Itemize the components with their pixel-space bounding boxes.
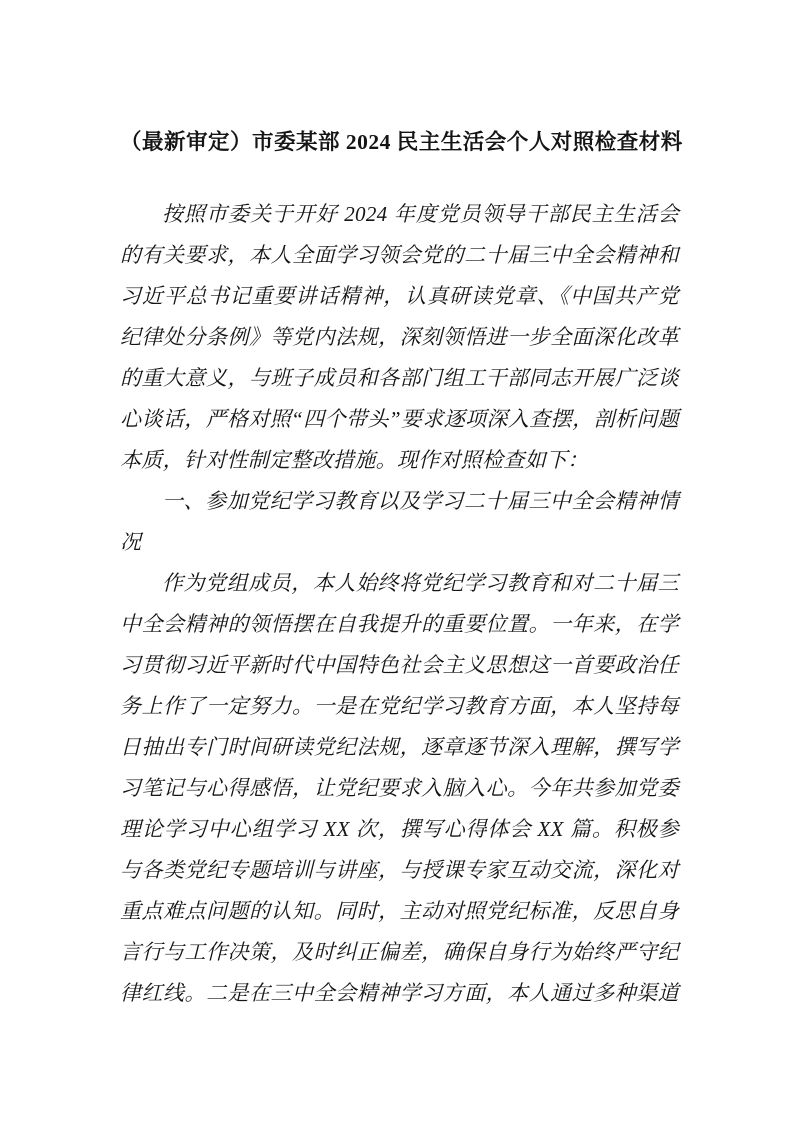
- document-title: （最新审定）市委某部 2024 民主生活会个人对照检查材料: [120, 130, 683, 154]
- intro-paragraph: 按照市委关于开好 2024 年度党员领导干部民主生活会的有关要求，本人全面学习领会党的二十届三中全会精神和习近平总书记重要讲话精神，认真研读党章、《中国共产党纪律处分条例》等党内法规，深刻领悟进一步全面深化改革的重大意义，与班子成员和各部门组工干部同志开展广泛谈心谈话，严格对照“四个带头”要求逐项深入查摆，剖析问题本质，针对性制定整改措施。现作对照检查如下：: [120, 202, 679, 472]
- section-1-heading: 一、参加党纪学习教育以及学习二十届三中全会精神情况: [120, 489, 679, 554]
- section-1-body-paragraph: 作为党组成员，本人始终将党纪学习教育和对二十届三中全会精神的领悟摆在自我提升的重要位置。一年来，在学习贯彻习近平新时代中国特色社会主义思想这一首要政治任务上作了一定努力。一是在党纪学习教育方面，本人坚持每日抽出专门时间研读党纪法规，逐章逐节深入理解，撰写学习笔记与心得感悟，让党纪要求入脑入心。今年共参加党委理论学习中心组学习 XX 次，撰写心得体会 XX 篇。积极参与各类党纪专题培训与讲座，与授课专家互动交流，深化对重点难点问题的认知。同时，主动对照党纪标准，反思自身言行与工作决策，及时纠正偏差，确保自身行为始终严守纪律红线。二是在三中全会精神学习方面，本人通过多种渠道: [120, 571, 679, 1005]
